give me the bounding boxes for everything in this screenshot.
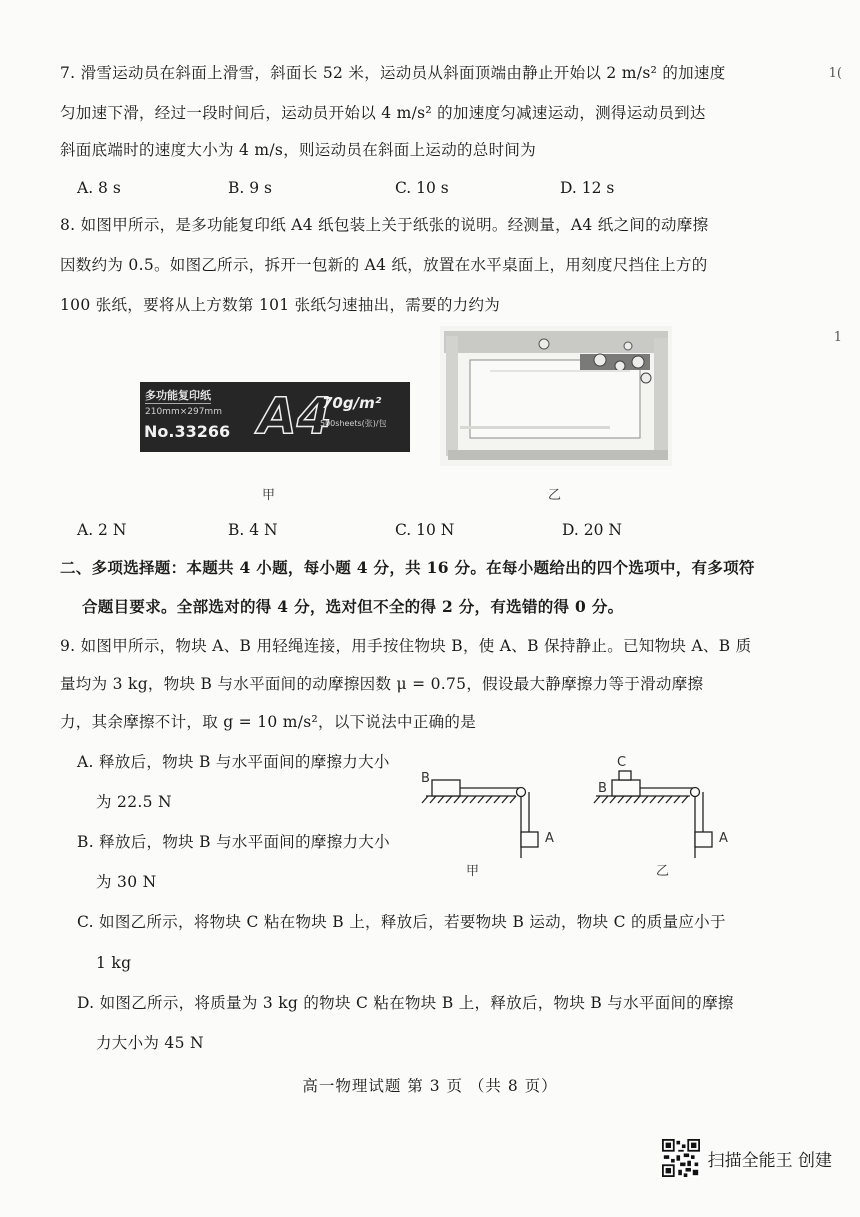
scanner-stamp-text: 扫描全能王 创建 [707, 1150, 832, 1171]
diagram-a-label-a: A [545, 831, 554, 846]
q8-line-2: 因数约为 0.5。如图乙所示，拆开一包新的 A4 纸，放置在水平桌面上，用刻度尺挡住上方的 [60, 256, 708, 274]
diagram-a-label-b: B [421, 771, 430, 786]
q7-option-d: D. 12 s [560, 179, 615, 197]
pulley-diagram-a [418, 772, 568, 868]
q7-option-b: B. 9 s [228, 179, 272, 197]
q7-line-2: 匀加速下滑，经过一段时间后，运动员开始以 4 m/s² 的加速度匀减速运动，测得运动员到达 [60, 104, 706, 122]
photo-b-caption: 乙 [548, 488, 562, 503]
section2-heading-line-2: 合题目要求。全部选对的得 4 分，选对但不全的得 2 分，有选错的得 0 分。 [82, 597, 624, 616]
q7-option-a: A. 8 s [77, 179, 121, 197]
q7-option-c: C. 10 s [395, 179, 449, 197]
package-weight: 70g/m² [322, 394, 382, 412]
q9-option-a-line-2: 为 22.5 N [96, 793, 172, 811]
margin-mark-mid: 1 [833, 330, 842, 345]
q8-line-3: 100 张纸，要将从上方数第 101 张纸匀速抽出，需要的力约为 [60, 296, 501, 314]
paper-stack-photo [440, 326, 672, 466]
page-footer: 高一物理试题 第 3 页 （共 8 页） [302, 1077, 558, 1095]
package-sheets: 500sheets(张)/包 [320, 419, 387, 428]
qr-code-icon [662, 1139, 700, 1177]
pulley-diagram-b [592, 756, 742, 868]
margin-mark-top: 1( [828, 66, 842, 81]
package-a4-logo: A4 [258, 387, 332, 445]
q8-option-d: D. 20 N [562, 521, 622, 539]
q8-option-c: C. 10 N [395, 521, 455, 539]
q9-line-2: 量均为 3 kg，物块 B 与水平面间的动摩擦因数 μ = 0.75，假设最大静摩擦力等于滑动摩擦 [60, 675, 704, 693]
diagram-b-caption: 乙 [656, 864, 670, 879]
section2-heading-line-1: 二、多项选择题：本题共 4 小题，每小题 4 分，共 16 分。在每小题给出的四个选项中，有多项符 [60, 558, 755, 577]
diagram-a-caption: 甲 [466, 864, 480, 879]
q9-line-1: 9. 如图甲所示，物块 A、B 用轻绳连接，用手按住物块 B，使 A、B 保持静止。已知物块 A、B 质 [60, 637, 752, 655]
q8-line-1: 8. 如图甲所示，是多功能复印纸 A4 纸包装上关于纸张的说明。经测量，A4 纸之间的动摩擦 [60, 216, 709, 234]
photo-a-caption: 甲 [262, 488, 276, 503]
diagram-b-label-a: A [719, 831, 728, 846]
q9-option-a-line-1: A. 释放后，物块 B 与水平面间的摩擦力大小 [77, 753, 390, 771]
q9-option-b-line-2: 为 30 N [96, 873, 157, 891]
paper-package-photo [140, 382, 410, 452]
package-size: 210mm×297mm [145, 407, 222, 417]
diagram-b-label-b: B [598, 781, 607, 796]
q9-option-c-line-2: 1 kg [96, 954, 132, 972]
diagram-b-label-c: C [617, 755, 627, 770]
package-code: No.33266 [144, 422, 231, 441]
q8-option-a: A. 2 N [77, 521, 127, 539]
q9-option-c-line-1: C. 如图乙所示，将物块 C 粘在物块 B 上，释放后，若要物块 B 运动，物块 C 的质量应小于 [77, 913, 726, 931]
q8-option-b: B. 4 N [228, 521, 278, 539]
scanner-stamp [662, 1139, 832, 1177]
q9-option-b-line-1: B. 释放后，物块 B 与水平面间的摩擦力大小 [77, 833, 390, 851]
package-brand: 多功能复印纸 [145, 389, 211, 402]
q7-line-3: 斜面底端时的速度大小为 4 m/s，则运动员在斜面上运动的总时间为 [60, 141, 536, 159]
q9-line-3: 力，其余摩擦不计，取 g = 10 m/s²，以下说法中正确的是 [60, 713, 477, 731]
q9-option-d-line-1: D. 如图乙所示，将质量为 3 kg 的物块 C 粘在物块 B 上，释放后，物块 B 与水平面间的摩擦 [77, 994, 734, 1012]
q9-option-d-line-2: 力大小为 45 N [96, 1034, 204, 1052]
q7-line-1: 7. 滑雪运动员在斜面上滑雪，斜面长 52 米，运动员从斜面顶端由静止开始以 2 m/s² 的加速度 [60, 64, 726, 82]
